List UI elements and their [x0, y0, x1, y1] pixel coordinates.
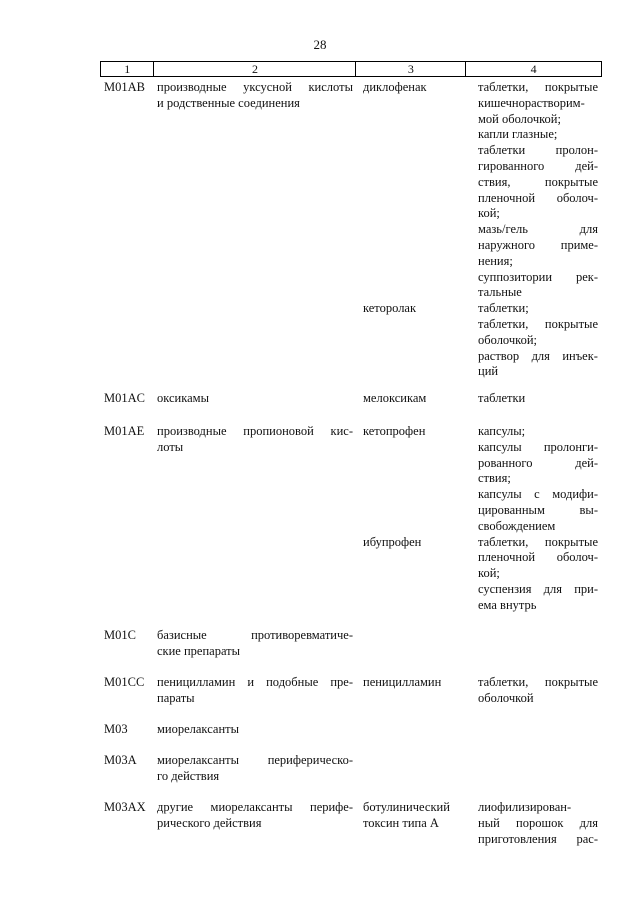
group-line: миорелаксанты периферическо-: [157, 753, 353, 767]
dosage-form-line: мазь/гель для: [478, 222, 598, 237]
group-line: оксикамы: [157, 391, 209, 405]
dosage-form-line: свобождением: [478, 518, 556, 533]
atc-code: M01CC: [104, 675, 145, 689]
dosage-form-line: раствор для инъек-: [478, 348, 598, 363]
dosage-form-line: таблетки, покрытые: [478, 675, 598, 689]
group-line: базисные противоревматиче-: [157, 628, 353, 642]
page-number: 28: [313, 37, 327, 52]
dosage-form-line: цированным вы-: [478, 502, 598, 517]
table-header: [100, 61, 602, 77]
dosage-form-line: таблетки пролон-: [478, 143, 598, 158]
group-line: ские препараты: [157, 643, 241, 658]
dosage-form-line: ствия, покрытые: [478, 174, 598, 189]
dosage-form-line: капли глазные;: [478, 127, 558, 142]
dosage-form-line: кой;: [478, 206, 500, 221]
dosage-form-line: гированного дей-: [478, 158, 598, 173]
dosage-form-line: ствия;: [478, 471, 511, 486]
header-col-1: 1: [100, 62, 154, 76]
dosage-form-line: ема внутрь: [478, 597, 537, 612]
dosage-forms: [478, 535, 598, 614]
dosage-form-line: капсулы;: [478, 424, 526, 438]
dosage-form-line: таблетки;: [478, 301, 529, 316]
dosage-form-line: нения;: [478, 253, 513, 268]
dosage-form-line: таблетки, покрытые: [478, 316, 598, 331]
dosage-forms: [478, 80, 598, 301]
dosage-form-line: суспензия для при-: [478, 581, 598, 596]
drug-name-line: кеторолак: [363, 301, 417, 316]
drug-name: [363, 391, 469, 407]
atc-code: M01AC: [104, 391, 145, 405]
group-line: другие миорелаксанты перифе-: [157, 800, 353, 814]
dosage-form-line: суппозитории рек-: [478, 269, 598, 284]
group-line: производные пропионовой кис-: [157, 424, 353, 438]
drug-name-line: кетопрофен: [363, 424, 426, 438]
dosage-form-line: оболочкой: [478, 690, 534, 705]
atc-code: M03: [104, 722, 128, 736]
group-name: [157, 753, 353, 785]
header-col-4: 4: [466, 62, 602, 76]
drug-name-line: мелоксикам: [363, 391, 427, 405]
group-name: [157, 424, 353, 456]
dosage-form-line: таблетки, покрытые: [478, 80, 598, 94]
header-col-2: 2: [154, 62, 356, 76]
drug-name: [363, 675, 469, 691]
dosage-form-line: капсулы пролонги-: [478, 439, 598, 454]
group-line: лоты: [157, 439, 184, 454]
header-col-3: 3: [356, 62, 466, 76]
atc-code: M01AE: [104, 424, 145, 438]
dosage-forms: [478, 391, 598, 407]
group-line: производные уксусной кислоты: [157, 80, 353, 94]
group-name: [157, 80, 353, 112]
group-name: [157, 391, 353, 407]
dosage-forms: [478, 800, 598, 847]
dosage-form-line: пленочной оболоч-: [478, 190, 598, 205]
drug-name-line: пеницилламин: [363, 675, 442, 689]
group-line: миорелаксанты: [157, 722, 239, 736]
drug-name: [363, 800, 469, 832]
atc-code: M03A: [104, 753, 137, 767]
group-line: параты: [157, 690, 195, 705]
drug-name: [363, 301, 469, 317]
group-name: [157, 628, 353, 660]
dosage-form-line: тальные: [478, 285, 522, 300]
group-name: [157, 722, 353, 738]
dosage-forms: [478, 301, 598, 380]
drug-name-line: ботулинический: [363, 800, 450, 814]
dosage-forms: [478, 424, 598, 535]
atc-code: M03AX: [104, 800, 146, 814]
dosage-form-line: ций: [478, 364, 499, 379]
group-line: рического действия: [157, 815, 262, 830]
drug-name: [363, 535, 469, 551]
drug-name-line: диклофенак: [363, 80, 427, 94]
drug-name-line: ибупрофен: [363, 534, 422, 549]
dosage-forms: [478, 675, 598, 707]
drug-name-line: токсин типа А: [363, 815, 439, 830]
group-name: [157, 675, 353, 707]
dosage-form-line: пленочной оболоч-: [478, 550, 598, 565]
dosage-form-line: оболочкой;: [478, 332, 537, 347]
dosage-form-line: ный порошок для: [478, 815, 598, 830]
drug-name: [363, 80, 469, 96]
group-line: го действия: [157, 768, 220, 783]
group-line: пеницилламин и подобные пре-: [157, 675, 353, 689]
dosage-form-line: рованного дей-: [478, 455, 598, 470]
dosage-form-line: лиофилизирован-: [478, 800, 572, 814]
dosage-form-line: кой;: [478, 566, 500, 581]
dosage-form-line: приготовления рас-: [478, 831, 598, 846]
atc-code: M01AB: [104, 80, 145, 94]
dosage-form-line: таблетки, покрытые: [478, 534, 598, 549]
dosage-form-line: мой оболочкой;: [478, 111, 561, 126]
dosage-form-line: наружного приме-: [478, 237, 598, 252]
atc-code: M01C: [104, 628, 136, 642]
group-line: и родственные соединения: [157, 95, 300, 110]
dosage-form-line: таблетки: [478, 391, 526, 405]
dosage-form-line: кишечнорастворим-: [478, 95, 585, 110]
drug-name: [363, 424, 469, 440]
dosage-form-line: капсулы с модифи-: [478, 487, 598, 502]
group-name: [157, 800, 353, 832]
